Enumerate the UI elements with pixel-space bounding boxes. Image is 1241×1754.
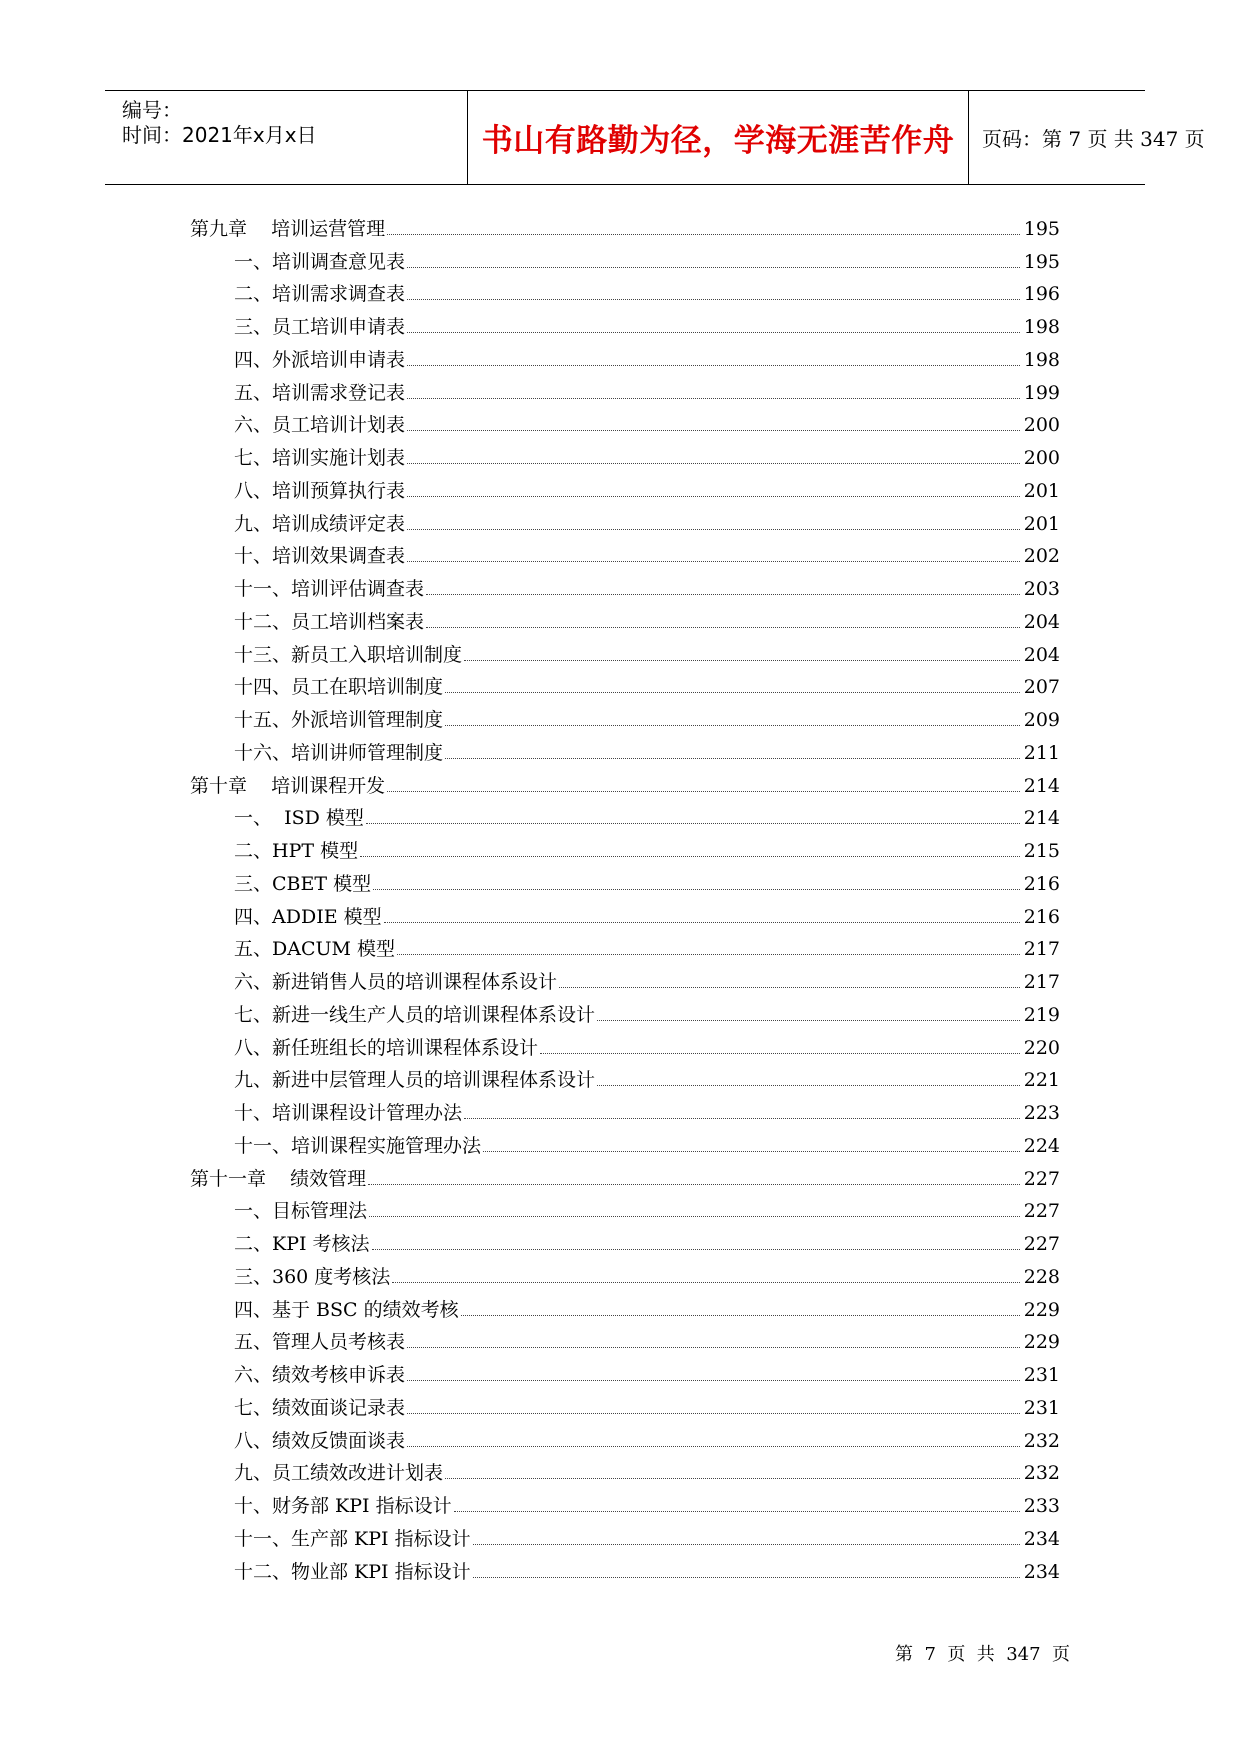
- toc-section-entry[interactable]: [190, 803, 1060, 836]
- toc-section-entry[interactable]: [190, 1490, 1060, 1523]
- header-motto: 书山有路勤为径，学海无涯苦作舟: [468, 91, 969, 184]
- toc-entry-label: 五、培训需求登记表: [234, 381, 406, 404]
- toc-chapter-entry[interactable]: [190, 770, 1060, 803]
- toc-section-entry[interactable]: [190, 966, 1060, 999]
- toc-entry-page-number: 227: [1023, 1200, 1060, 1223]
- toc-section-entry[interactable]: [190, 1228, 1060, 1261]
- toc-dot-leader: [407, 1380, 1020, 1381]
- toc-section-entry[interactable]: [190, 639, 1060, 672]
- toc-section-entry[interactable]: [190, 442, 1060, 475]
- toc-entry-label: 十五、外派培训管理制度: [234, 709, 444, 732]
- toc-entry-page-number: 215: [1023, 840, 1060, 863]
- toc-entry-label: 十一、生产部 KPI 指标设计: [234, 1527, 471, 1550]
- table-of-contents: [190, 213, 1060, 1589]
- toc-dot-leader: [387, 791, 1020, 792]
- toc-section-entry[interactable]: [190, 835, 1060, 868]
- toc-dot-leader: [407, 299, 1020, 300]
- toc-entry-label: 十六、培训讲师管理制度: [234, 741, 444, 764]
- toc-dot-leader: [387, 234, 1020, 235]
- toc-section-entry[interactable]: [190, 344, 1060, 377]
- toc-entry-page-number: 232: [1023, 1429, 1060, 1452]
- toc-section-entry[interactable]: [190, 1065, 1060, 1098]
- toc-section-entry[interactable]: [190, 1032, 1060, 1065]
- toc-entry-page-number: 201: [1023, 479, 1060, 502]
- toc-entry-label: 九、新进中层管理人员的培训课程体系设计: [234, 1069, 596, 1092]
- toc-entry-label: 六、员工培训计划表: [234, 414, 406, 437]
- toc-section-entry[interactable]: [190, 377, 1060, 410]
- page-footer: 第 7 页 共 347 页: [895, 1644, 1071, 1665]
- toc-dot-leader: [392, 1282, 1020, 1283]
- toc-entry-label: 十四、员工在职培训制度: [234, 676, 444, 699]
- toc-dot-leader: [461, 1315, 1020, 1316]
- toc-entry-page-number: 224: [1023, 1134, 1060, 1157]
- toc-entry-label: 十、财务部 KPI 指标设计: [234, 1495, 452, 1518]
- toc-entry-page-number: 214: [1023, 774, 1060, 797]
- toc-section-entry[interactable]: [190, 573, 1060, 606]
- toc-entry-page-number: 198: [1023, 316, 1060, 339]
- toc-entry-label: 十三、新员工入职培训制度: [234, 643, 463, 666]
- toc-entry-label: 五、管理人员考核表: [234, 1331, 406, 1354]
- toc-section-entry[interactable]: [190, 737, 1060, 770]
- toc-dot-leader: [368, 1184, 1020, 1185]
- toc-entry-page-number: 201: [1023, 512, 1060, 535]
- toc-dot-leader: [366, 823, 1020, 824]
- toc-entry-page-number: 228: [1023, 1265, 1060, 1288]
- toc-dot-leader: [407, 1446, 1020, 1447]
- toc-section-entry[interactable]: [190, 934, 1060, 967]
- toc-entry-label: 第十章 培训课程开发: [190, 774, 386, 797]
- header-meta-cell: [117, 91, 468, 184]
- toc-entry-label: 二、培训需求调查表: [234, 283, 406, 306]
- toc-dot-leader: [540, 1053, 1020, 1054]
- toc-section-entry[interactable]: [190, 672, 1060, 705]
- toc-section-entry[interactable]: [190, 1556, 1060, 1589]
- toc-entry-page-number: 219: [1023, 1003, 1060, 1026]
- toc-entry-page-number: 202: [1023, 545, 1060, 568]
- toc-entry-label: 四、基于 BSC 的绩效考核: [234, 1298, 459, 1321]
- toc-section-entry[interactable]: [190, 1327, 1060, 1360]
- toc-entry-page-number: 214: [1023, 807, 1060, 830]
- toc-entry-label: 七、绩效面谈记录表: [234, 1396, 406, 1419]
- toc-dot-leader: [597, 1020, 1020, 1021]
- toc-section-entry[interactable]: [190, 279, 1060, 312]
- toc-entry-label: 七、新进一线生产人员的培训课程体系设计: [234, 1003, 596, 1026]
- toc-entry-page-number: 231: [1023, 1364, 1060, 1387]
- toc-dot-leader: [559, 987, 1020, 988]
- toc-entry-page-number: 233: [1023, 1495, 1060, 1518]
- toc-section-entry[interactable]: [190, 901, 1060, 934]
- toc-entry-label: 八、新任班组长的培训课程体系设计: [234, 1036, 539, 1059]
- toc-entry-page-number: 223: [1023, 1102, 1060, 1125]
- toc-section-entry[interactable]: [190, 999, 1060, 1032]
- toc-section-entry[interactable]: [190, 606, 1060, 639]
- toc-entry-page-number: 220: [1023, 1036, 1060, 1059]
- toc-entry-page-number: 195: [1023, 250, 1060, 273]
- toc-dot-leader: [464, 660, 1020, 661]
- toc-dot-leader: [407, 1413, 1020, 1414]
- toc-section-entry[interactable]: [190, 868, 1060, 901]
- toc-entry-label: 十、培训课程设计管理办法: [234, 1102, 463, 1125]
- toc-dot-leader: [407, 398, 1020, 399]
- toc-entry-label: 五、DACUM 模型: [234, 938, 395, 961]
- toc-entry-label: 九、员工绩效改进计划表: [234, 1462, 444, 1485]
- toc-dot-leader: [464, 1118, 1020, 1119]
- toc-section-entry[interactable]: [190, 1458, 1060, 1491]
- toc-entry-page-number: 204: [1023, 610, 1060, 633]
- toc-dot-leader: [373, 889, 1020, 890]
- toc-section-entry[interactable]: [190, 410, 1060, 443]
- toc-dot-leader: [426, 594, 1020, 595]
- toc-entry-page-number: 200: [1023, 447, 1060, 470]
- toc-entry-label: 十二、员工培训档案表: [234, 610, 425, 633]
- toc-entry-page-number: 234: [1023, 1527, 1060, 1550]
- toc-section-entry[interactable]: [190, 1523, 1060, 1556]
- toc-dot-leader: [407, 267, 1020, 268]
- toc-dot-leader: [483, 1151, 1020, 1152]
- toc-entry-label: 二、KPI 考核法: [234, 1233, 370, 1256]
- toc-entry-label: 三、CBET 模型: [234, 872, 372, 895]
- toc-dot-leader: [360, 856, 1020, 857]
- toc-section-entry[interactable]: [190, 1261, 1060, 1294]
- toc-dot-leader: [369, 1216, 1020, 1217]
- toc-dot-leader: [445, 692, 1020, 693]
- toc-entry-page-number: 209: [1023, 709, 1060, 732]
- header-page-info: 页码：第 7 页 共 347 页: [982, 127, 1205, 151]
- toc-entry-page-number: 221: [1023, 1069, 1060, 1092]
- toc-entry-label: 七、培训实施计划表: [234, 447, 406, 470]
- toc-section-entry[interactable]: [190, 1294, 1060, 1327]
- toc-dot-leader: [597, 1085, 1020, 1086]
- toc-dot-leader: [473, 1544, 1020, 1545]
- toc-entry-label: 八、绩效反馈面谈表: [234, 1429, 406, 1452]
- toc-dot-leader: [407, 496, 1020, 497]
- document-number-label: 编号：: [122, 98, 182, 122]
- toc-entry-label: 四、外派培训申请表: [234, 348, 406, 371]
- toc-entry-page-number: 229: [1023, 1331, 1060, 1354]
- toc-entry-page-number: 217: [1023, 938, 1060, 961]
- toc-dot-leader: [407, 561, 1020, 562]
- toc-dot-leader: [407, 529, 1020, 530]
- toc-entry-page-number: 198: [1023, 348, 1060, 371]
- toc-section-entry[interactable]: [190, 541, 1060, 574]
- toc-entry-page-number: 217: [1023, 971, 1060, 994]
- toc-section-entry[interactable]: [190, 246, 1060, 279]
- toc-section-entry[interactable]: [190, 311, 1060, 344]
- toc-entry-label: 六、新进销售人员的培训课程体系设计: [234, 971, 558, 994]
- toc-entry-page-number: 232: [1023, 1462, 1060, 1485]
- toc-entry-label: 一、培训调查意见表: [234, 250, 406, 273]
- toc-entry-page-number: 216: [1023, 905, 1060, 928]
- toc-entry-page-number: 207: [1023, 676, 1060, 699]
- toc-entry-label: 一、目标管理法: [234, 1200, 368, 1223]
- toc-entry-page-number: 227: [1023, 1167, 1060, 1190]
- toc-section-entry[interactable]: [190, 1392, 1060, 1425]
- toc-dot-leader: [407, 332, 1020, 333]
- toc-section-entry[interactable]: [190, 475, 1060, 508]
- toc-dot-leader: [384, 922, 1020, 923]
- toc-entry-label: 一、 ISD 模型: [234, 807, 364, 830]
- toc-entry-page-number: 227: [1023, 1233, 1060, 1256]
- toc-section-entry[interactable]: [190, 704, 1060, 737]
- toc-entry-page-number: 234: [1023, 1560, 1060, 1583]
- toc-section-entry[interactable]: [190, 1196, 1060, 1229]
- toc-entry-label: 三、员工培训申请表: [234, 316, 406, 339]
- toc-entry-page-number: 204: [1023, 643, 1060, 666]
- toc-dot-leader: [445, 725, 1020, 726]
- toc-section-entry[interactable]: [190, 508, 1060, 541]
- toc-entry-page-number: 211: [1023, 741, 1060, 764]
- toc-entry-label: 八、培训预算执行表: [234, 479, 406, 502]
- toc-entry-page-number: 229: [1023, 1298, 1060, 1321]
- toc-entry-page-number: 199: [1023, 381, 1060, 404]
- toc-dot-leader: [372, 1249, 1020, 1250]
- toc-section-entry[interactable]: [190, 1130, 1060, 1163]
- toc-dot-leader: [454, 1511, 1020, 1512]
- toc-entry-label: 九、培训成绩评定表: [234, 512, 406, 535]
- toc-entry-label: 二、HPT 模型: [234, 840, 359, 863]
- document-time-label: 时间：2021年x月x日: [122, 123, 317, 147]
- toc-dot-leader: [426, 627, 1020, 628]
- toc-entry-label: 十二、物业部 KPI 指标设计: [234, 1560, 471, 1583]
- toc-entry-label: 三、360 度考核法: [234, 1265, 391, 1288]
- toc-section-entry[interactable]: [190, 1359, 1060, 1392]
- toc-entry-label: 六、绩效考核申诉表: [234, 1364, 406, 1387]
- toc-entry-page-number: 195: [1023, 217, 1060, 240]
- toc-entry-page-number: 200: [1023, 414, 1060, 437]
- toc-chapter-entry[interactable]: [190, 213, 1060, 246]
- toc-entry-label: 第十一章 绩效管理: [190, 1167, 367, 1190]
- page-header: [105, 90, 1205, 185]
- toc-dot-leader: [397, 954, 1020, 955]
- toc-entry-page-number: 196: [1023, 283, 1060, 306]
- toc-dot-leader: [407, 365, 1020, 366]
- toc-entry-page-number: 231: [1023, 1396, 1060, 1419]
- toc-dot-leader: [407, 463, 1020, 464]
- toc-chapter-entry[interactable]: [190, 1163, 1060, 1196]
- toc-entry-label: 十一、培训课程实施管理办法: [234, 1134, 482, 1157]
- toc-section-entry[interactable]: [190, 1425, 1060, 1458]
- toc-entry-page-number: 203: [1023, 578, 1060, 601]
- toc-dot-leader: [407, 430, 1020, 431]
- toc-dot-leader: [445, 1478, 1020, 1479]
- toc-entry-label: 四、ADDIE 模型: [234, 905, 382, 928]
- toc-section-entry[interactable]: [190, 1097, 1060, 1130]
- toc-entry-label: 十一、培训评估调查表: [234, 578, 425, 601]
- toc-entry-page-number: 216: [1023, 872, 1060, 895]
- toc-dot-leader: [407, 1347, 1020, 1348]
- toc-entry-label: 十、培训效果调查表: [234, 545, 406, 568]
- toc-dot-leader: [473, 1577, 1020, 1578]
- toc-dot-leader: [445, 758, 1020, 759]
- toc-entry-label: 第九章 培训运营管理: [190, 217, 386, 240]
